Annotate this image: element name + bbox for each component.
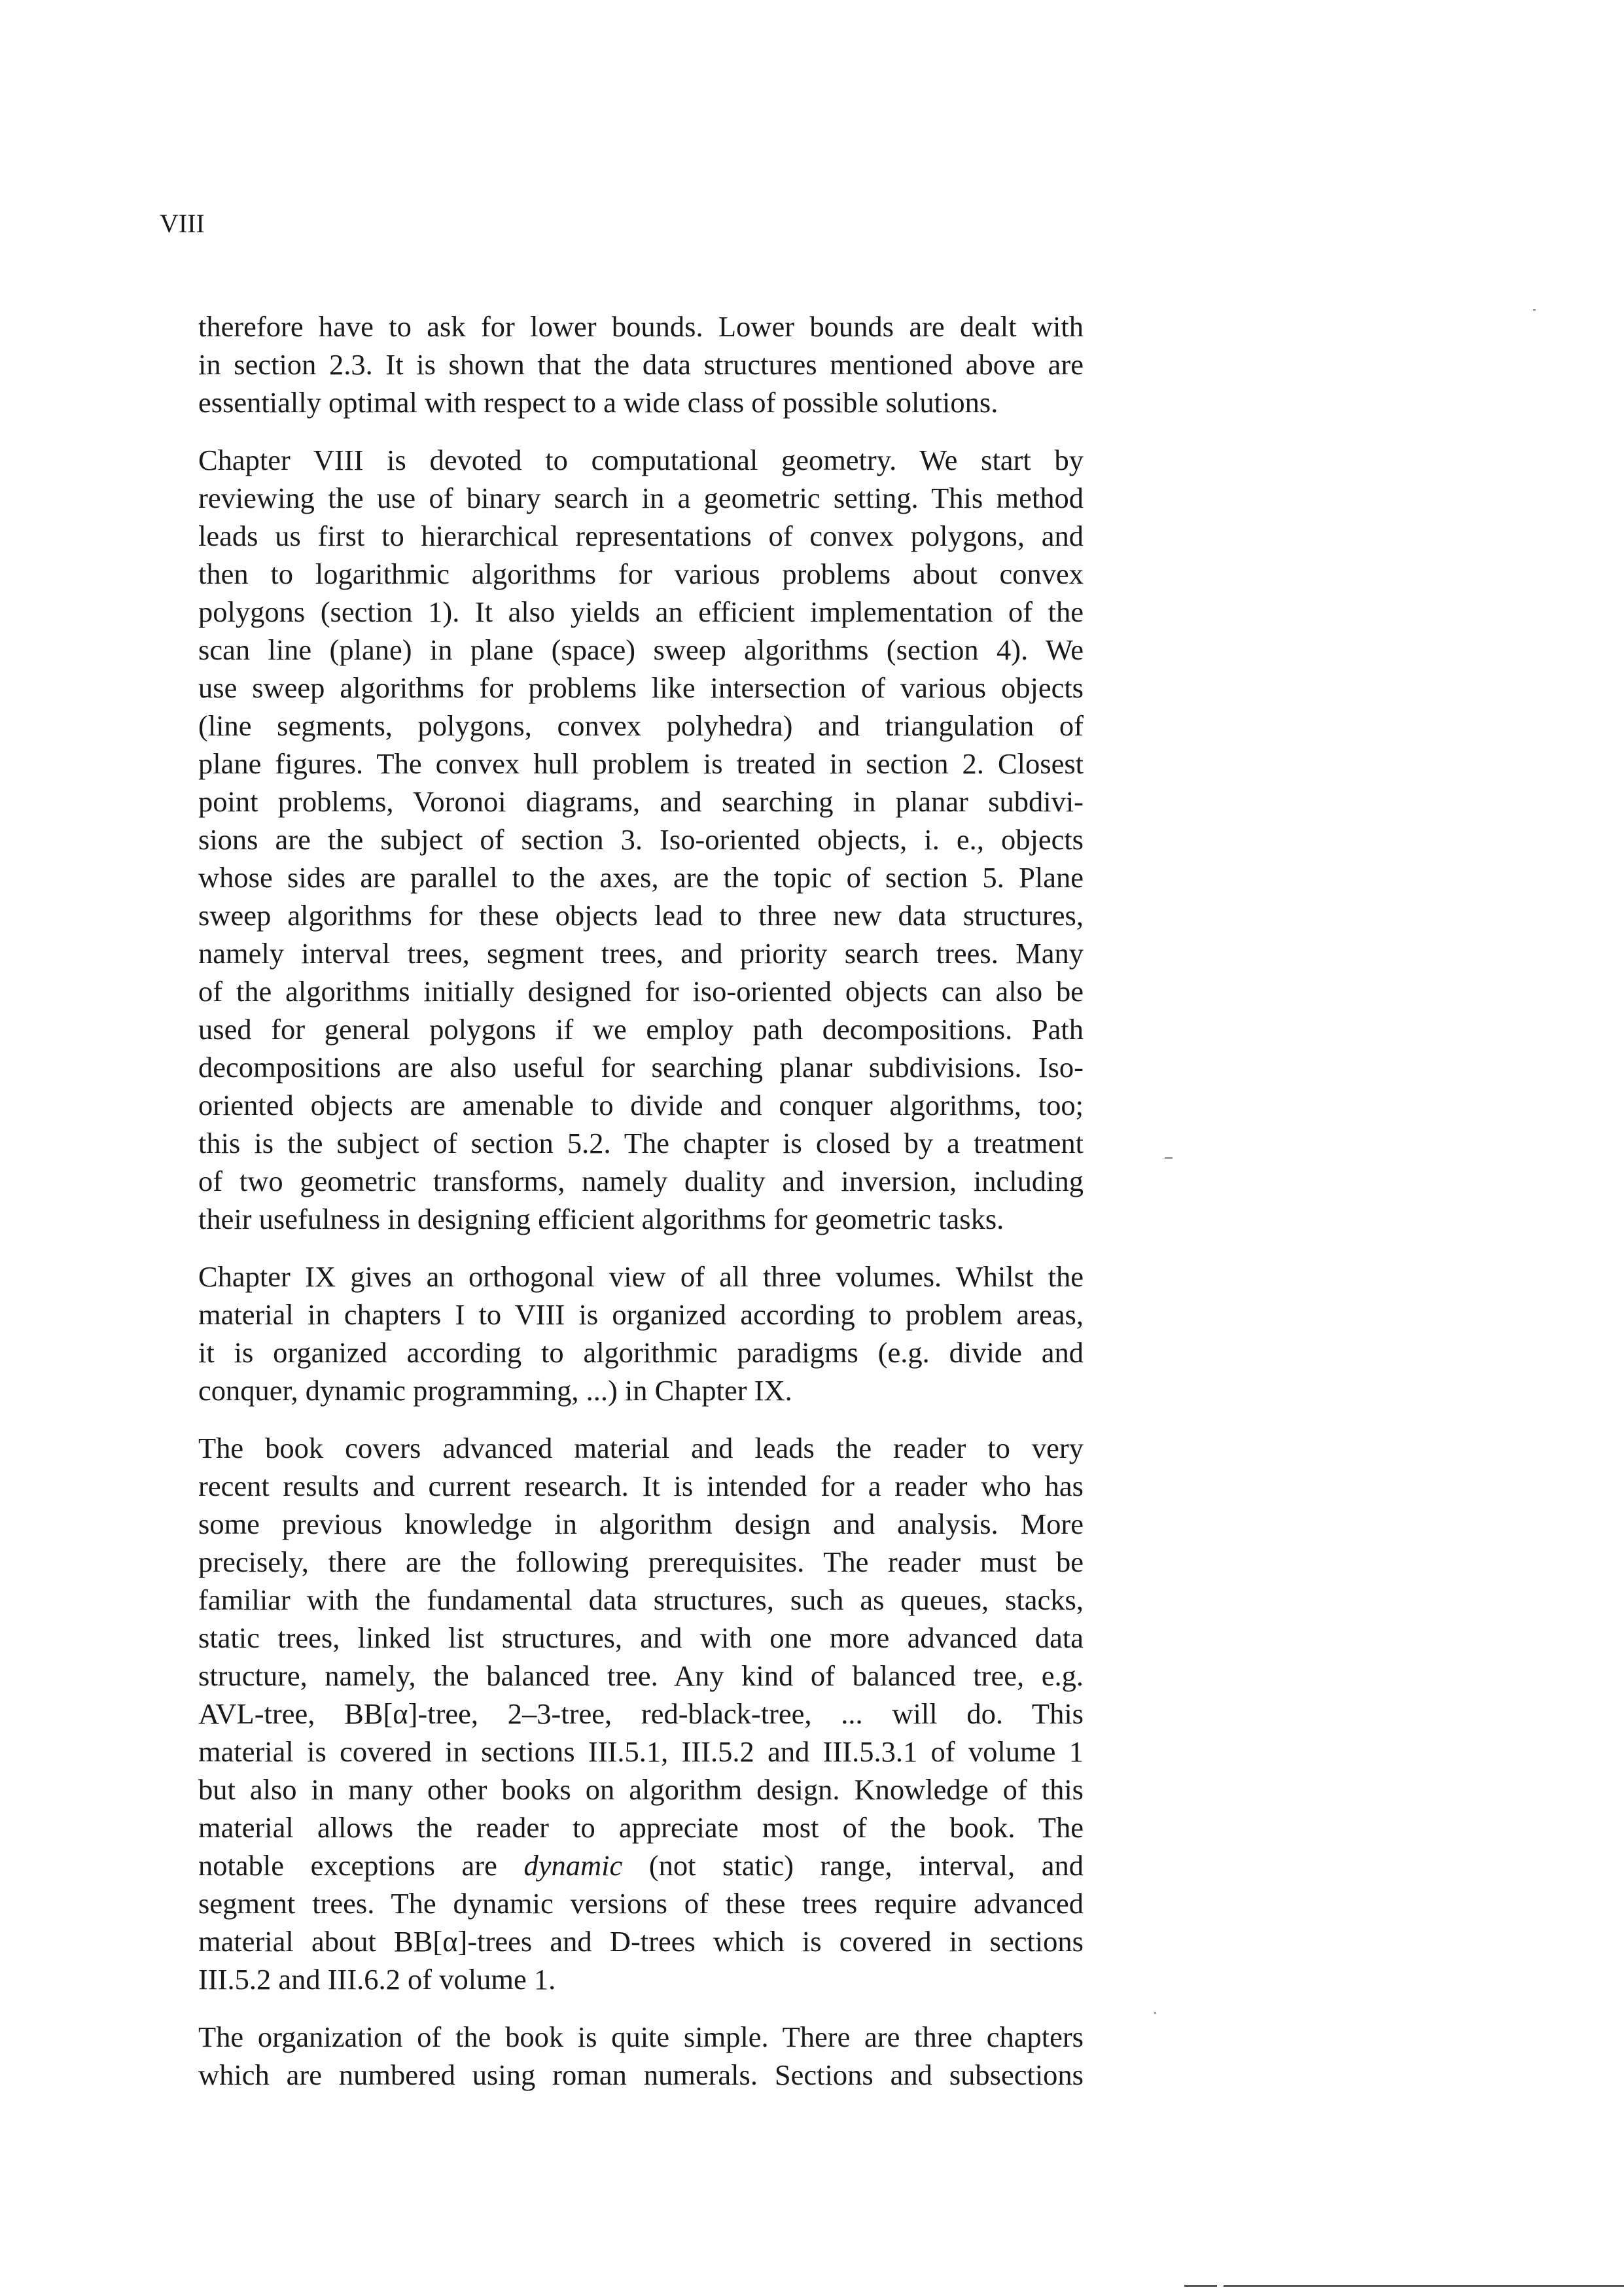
text-line: Chapter VIII is devoted to computational geometry. We start by <box>198 444 1084 476</box>
text-line: some previous knowledge in algorithm design and analysis. More <box>198 1508 1084 1540</box>
text-line: scan line (plane) in plane (space) sweep algorithms (section 4). We <box>198 633 1084 666</box>
paragraph <box>198 1429 1084 1998</box>
text-line: structure, namely, the balanced tree. Any kind of balanced tree, e.g. <box>198 1659 1084 1692</box>
text-line: recent results and current research. It is intended for a reader who has <box>198 1470 1084 1502</box>
text-line: notable exceptions are dynamic (not static) range, interval, and <box>198 1849 1084 1882</box>
text-line: then to logarithmic algorithms for various problems about convex <box>198 557 1084 590</box>
text-line: material allows the reader to appreciate most of the book. The <box>198 1811 1084 1844</box>
text-line: of two geometric transforms, namely duality and inversion, including <box>198 1165 1084 1197</box>
text-line: III.5.2 and III.6.2 of volume 1. <box>198 1963 556 1996</box>
text-line: whose sides are parallel to the axes, are the topic of section 5. Plane <box>198 861 1084 894</box>
text-line: sions are the subject of section 3. Iso-oriented objects, i. e., objects <box>198 823 1084 856</box>
text-line: conquer, dynamic programming, ...) in Chapter IX. <box>198 1374 792 1407</box>
text-line: used for general polygons if we employ path decompositions. Path <box>198 1013 1084 1046</box>
text-line: static trees, linked list structures, and with one more advanced data <box>198 1621 1084 1654</box>
text-line: oriented objects are amenable to divide and conquer algorithms, too; <box>198 1089 1084 1121</box>
body-text <box>198 308 1084 2113</box>
text-line: plane figures. The convex hull problem is treated in section 2. Closest <box>198 747 1084 780</box>
text-line: The organization of the book is quite simple. There are three chapters <box>198 2020 1084 2053</box>
text-line: polygons (section 1). It also yields an efficient implementation of the <box>198 595 1084 628</box>
text-line: material in chapters I to VIII is organized according to problem areas, <box>198 1298 1084 1331</box>
text-line: which are numbered using roman numerals. Sections and subsections <box>198 2058 1084 2091</box>
text-line: segment trees. The dynamic versions of these trees require advanced <box>198 1887 1084 1920</box>
text-line: AVL-tree, BB[α]-tree, 2–3-tree, red-black-tree, ... will do. This <box>198 1697 1084 1730</box>
text-line: material is covered in sections III.5.1, III.5.2 and III.5.3.1 of volume 1 <box>198 1735 1084 1768</box>
text-line: sweep algorithms for these objects lead to three new data structures, <box>198 899 1084 932</box>
text-line: (line segments, polygons, convex polyhedra) and triangulation of <box>198 709 1084 742</box>
paragraph <box>198 2018 1084 2094</box>
text-line: leads us first to hierarchical representations of convex polygons, and <box>198 520 1084 552</box>
text-line: material about BB[α]-trees and D-trees which is covered in sections <box>198 1925 1084 1958</box>
footer-rule <box>1224 2285 1624 2287</box>
paragraph <box>198 1258 1084 1409</box>
text-line: reviewing the use of binary search in a geometric setting. This method <box>198 482 1084 514</box>
text-line: therefore have to ask for lower bounds. Lower bounds are dealt with <box>198 310 1084 343</box>
scan-speck <box>1533 309 1536 311</box>
text-line: familiar with the fundamental data structures, such as queues, stacks, <box>198 1583 1084 1616</box>
text-line: namely interval trees, segment trees, and priority search trees. Many <box>198 937 1084 970</box>
text-line: but also in many other books on algorithm design. Knowledge of this <box>198 1773 1084 1806</box>
text-line: use sweep algorithms for problems like intersection of various objects <box>198 671 1084 704</box>
text-line: in section 2.3. It is shown that the data structures mentioned above are <box>198 348 1084 381</box>
footer-rule <box>1184 2285 1217 2287</box>
paragraph <box>198 441 1084 1238</box>
text-line: this is the subject of section 5.2. The chapter is closed by a treatment <box>198 1127 1084 1159</box>
emphasis: dynamic <box>523 1849 623 1882</box>
text-line: precisely, there are the following prerequisites. The reader must be <box>198 1545 1084 1578</box>
text-line: essentially optimal with respect to a wide class of possible solutions. <box>198 386 998 419</box>
text-line: The book covers advanced material and leads the reader to very <box>198 1432 1084 1464</box>
text-line: decompositions are also useful for searching planar subdivisions. Iso- <box>198 1051 1084 1084</box>
page-number: VIII <box>160 209 205 238</box>
text-line: of the algorithms initially designed for iso-oriented objects can also be <box>198 975 1084 1008</box>
text-line: it is organized according to algorithmic paradigms (e.g. divide and <box>198 1336 1084 1369</box>
paragraph <box>198 308 1084 421</box>
text-line: Chapter IX gives an orthogonal view of all three volumes. Whilst the <box>198 1260 1084 1293</box>
text-line: point problems, Voronoi diagrams, and searching in planar subdivi- <box>198 785 1084 818</box>
text-line: their usefulness in designing efficient algorithms for geometric tasks. <box>198 1203 1004 1235</box>
scan-speck <box>1154 2012 1156 2014</box>
scan-speck <box>1165 1157 1173 1159</box>
